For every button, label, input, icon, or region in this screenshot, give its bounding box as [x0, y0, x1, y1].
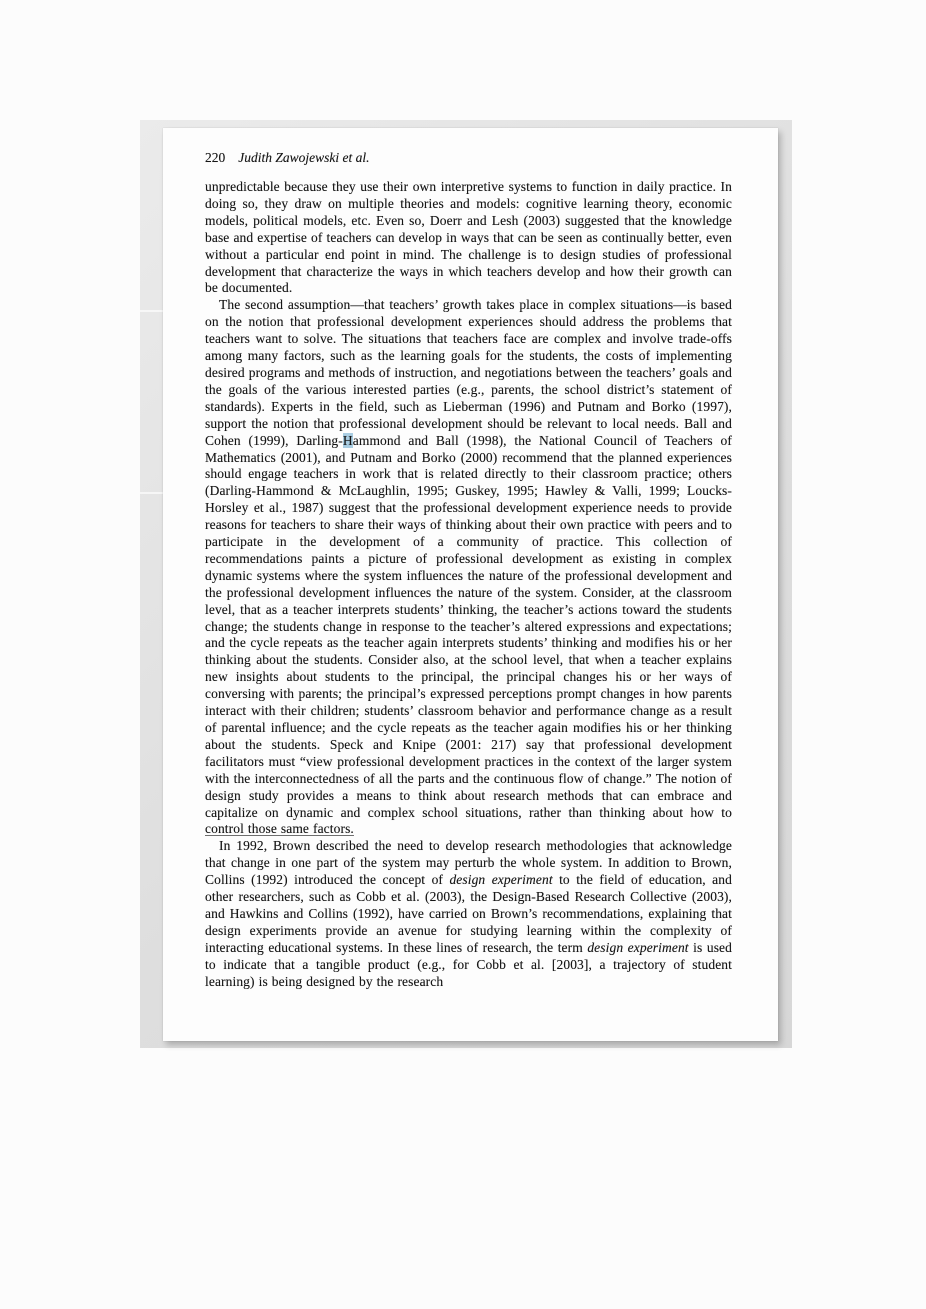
text-run: is used to indicate that a tangible product (e.g., for Cobb et al. [2003], a trajectory of student learning) is being designed by the research [205, 939, 732, 989]
text-run: unpredictable because they use their own interpretive systems to function in daily practice. In doing so, they draw on multiple theories and models: cognitive learning theory, economic models, political models, etc. Even so, Doerr and Lesh (2003) suggested that the knowledge base and expertise of teachers can develop in ways that can be seen as continually better, even without a particular end point in mind. The challenge is to design studies of professional development that characterize the ways in which teachers develop and how their growth can be documented. [205, 179, 732, 296]
text-run-underline: control those same factors. [205, 821, 354, 837]
page-number: 220 [205, 150, 226, 165]
document-viewer-background [140, 120, 792, 1048]
text-run: In 1992, Brown described the need to develop research methodologies that acknowledge that change in one part of the system may perturb the whole system. In addition to Brown, Collins (1992) introduced the concept of [205, 838, 732, 888]
running-title: Judith Zawojewski et al. [238, 150, 370, 165]
page-edge-artifact [140, 310, 163, 312]
page-header [205, 149, 732, 166]
paragraph [205, 838, 732, 990]
text-run-italic: design experiment [449, 872, 553, 888]
text-run: The second assumption—that teachers’ growth takes place in complex situations—is based on the notion that professional development experiences should address the problems that teachers want to solve. The situations that teachers face are complex and involve trade-offs among many factors, such as the learning goals for the students, the costs of implementing desired programs and methods of instruction, and negotiations between the teachers’ goals and the goals of the various interested parties (e.g., parents, the school district’s statement of standards). Experts in the field, such as Lieberman (1996) and Putnam and Borko (1997), support the notion that professional development should be relevant to local needs. Ball and Cohen (1999), Darling- [205, 297, 732, 448]
text-run: to the field of education, and other researchers, such as Cobb et al. (2003), the Design-Based Research Collective (2003), and Hawkins and Collins (1992), have carried on Brown’s recommendations, explaining that design experiments provide an avenue for studying learning within the complexity of interacting educational systems. In these lines of research, the term [205, 872, 732, 955]
body-text [205, 179, 732, 991]
text-run-italic: design experiment [587, 939, 689, 955]
paragraph [205, 179, 732, 297]
scanned-book-page [163, 128, 778, 1041]
page-content [163, 128, 778, 991]
page-edge-artifact [140, 492, 163, 494]
text-run: ammond and Ball (1998), the National Council of Teachers of Mathematics (2001), and Putnam and Borko (2000) recommend that the planned experiences should engage teachers in work that is related directly to their classroom practice; others (Darling-Hammond & McLaughlin, 1995; Guskey, 1995; Hawley & Valli, 1999; Loucks-Horsley et al., 1987) suggest that the professional development experience needs to provide reasons for teachers to share their ways of thinking about their own practice with peers and to participate in the development of a community of practice. This collection of recommendations paints a picture of professional development as existing in complex dynamic systems where the system influences the nature of the professional development and the professional development influences the nature of the system. Consider, at the classroom level, that as a teacher interprets students’ thinking, the teacher’s actions toward the students change; the students change in response to the teacher’s altered expressions and expectations; and the cycle repeats as the teacher again interprets students’ thinking and modifies his or her thinking about the students. Consider also, at the school level, that when a teacher explains new insights about students to the principal, the principal changes his or her ways of conversing with parents; the principal’s expressed perceptions prompt changes in how parents interact with their children; students’ classroom behavior and performance change as a result of parental influence; and the cycle repeats as the teacher again modifies his or her thinking about the students. Speck and Knipe (2001: 217) say that professional development facilitators must “view professional development practices in the context of the larger system with the interconnectedness of all the parts and the continuous flow of change.” The notion of design study provides a means to think about research methods that can embrace and capitalize on dynamic and complex school situations, rather than thinking about how to [205, 432, 733, 820]
paragraph [205, 297, 732, 838]
text-run-highlight: H [342, 432, 353, 448]
